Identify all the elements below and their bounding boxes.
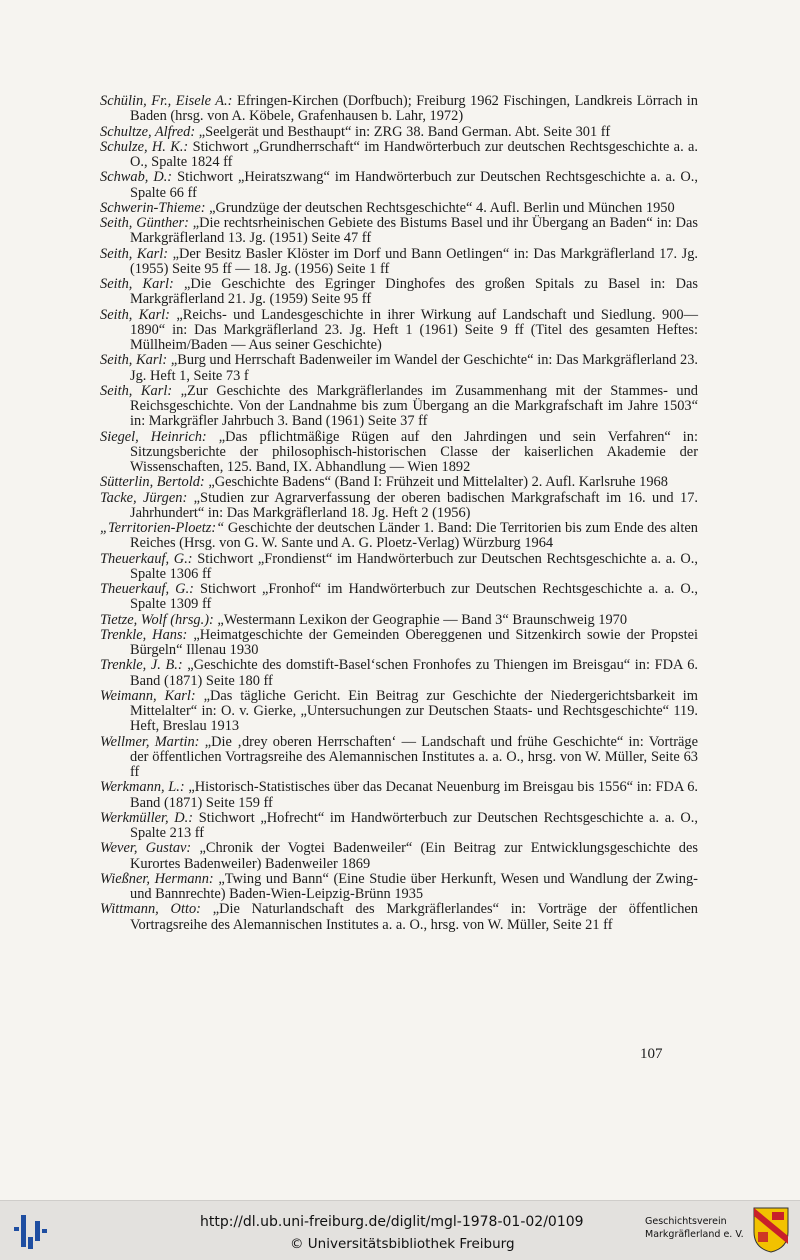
page-number: 107: [640, 1046, 663, 1062]
entry-text: Stichwort „Hofrecht“ im Handwörterbuch zur Deutschen Rechtsgeschichte a. a. O., Spalte 213 ff: [130, 809, 699, 841]
bibliography-entry: [100, 521, 698, 552]
viewer-footer: [0, 1200, 800, 1260]
society-name-line2: Markgräflerland e. V.: [645, 1229, 744, 1240]
bibliography-entry: [100, 658, 698, 689]
entry-author: Seith, Günther:: [100, 215, 189, 231]
entry-author: Seith, Karl:: [100, 306, 170, 323]
entry-text: „Reichs- und Landesgeschichte in ihrer Wirkung auf Landschaft und Siedlung. 900—1890“ in: Das Markgräflerland 23. Jg. Heft 1 (1961) Seite 9 ff (Titel des gesamten Heftes: Müllheim/Baden — Aus seiner Geschichte): [130, 306, 698, 353]
entry-text: „Das pflichtmäßige Rügen auf den Jahrdingen und sein Verfahren“ in: Sitzungsberichte der philosophisch-historischen Classe der kaiserlichen Akademie der Wissenschaften, 125. Band, IX. Abhandlung — Wien 1892: [130, 428, 698, 475]
entry-author: Wießner, Hermann:: [100, 870, 214, 887]
entry-text: „Geschichte Badens“ (Band I: Frühzeit und Mittelalter) 2. Aufl. Karlsruhe 1968: [208, 474, 668, 491]
bibliography-entry: [100, 201, 698, 216]
society-name: [645, 1215, 744, 1241]
bibliography-entry: [100, 140, 698, 171]
entry-author: Wittmann, Otto:: [100, 901, 201, 918]
bibliography-entry: [100, 475, 698, 490]
bibliography-entry: [100, 308, 698, 354]
entry-author: Seith, Karl:: [100, 352, 168, 369]
entry-author: Wever, Gustav:: [100, 840, 192, 857]
bibliography-entry: [100, 582, 698, 613]
entry-author: Seith, Karl:: [100, 276, 174, 292]
bibliography-entry: [100, 841, 698, 872]
entry-text: „Studien zur Agrarverfassung der oberen badischen Markgrafschaft im 16. und 17. Jahrhundert“ in: Das Markgräflerland 18. Jg. Heft 2 (1956): [130, 489, 699, 521]
bibliography-entry: [100, 689, 698, 735]
entry-author: Theuerkauf, G.:: [100, 581, 194, 597]
entry-text: Geschichte der deutschen Länder 1. Band: Die Territorien bis zum Ende des alten Reiches (Hrsg. von G. W. Sante und A. G. Ploetz-Verlag) Würzburg 1964: [130, 520, 698, 552]
entry-author: Trenkle, Hans:: [100, 626, 188, 643]
entry-author: Schwerin-Thieme:: [100, 199, 206, 216]
entry-text: Stichwort „Fronhof“ im Handwörterbuch zur Deutschen Rechtsgeschichte a. a. O., Spalte 1309 ff: [130, 581, 698, 613]
bibliography-entry: [100, 552, 698, 583]
entry-author: Schülin, Fr., Eisele A.:: [100, 93, 233, 109]
entry-author: Schultze, Alfred:: [100, 123, 196, 140]
society-crest-icon: [752, 1206, 790, 1254]
entry-text: „Twing und Bann“ (Eine Studie über Herkunft, Wesen und Wandlung der Zwing- und Bannrechte) Baden-Wien-Leipzig-Brünn 1935: [130, 870, 698, 902]
bibliography-entry: [100, 811, 698, 842]
bibliography-entry: [100, 384, 698, 430]
bibliography-entry: [100, 277, 698, 308]
bibliography-entry: [100, 94, 698, 125]
entry-author: Wellmer, Martin:: [100, 733, 200, 750]
permalink-url[interactable]: http://dl.ub.uni-freiburg.de/diglit/mgl-1978-01-02/0109: [200, 1214, 584, 1230]
entry-author: Seith, Karl:: [100, 245, 169, 262]
bibliography-entry: [100, 780, 698, 811]
bibliography-entry: [100, 430, 698, 476]
entry-text: „Das tägliche Gericht. Ein Beitrag zur Geschichte der Niedergerichtsbarkeit im Mittelalter“ in: O. v. Gierke, „Untersuchungen zur Deutschen Staats- und Rechtsgeschichte“ 119. Heft, Breslau 1913: [130, 687, 698, 735]
entry-text: „Historisch-Statistisches über das Decanat Neuenburg im Breisgau bis 1556“ in: FDA 6. Band (1871) Seite 159 ff: [130, 779, 698, 811]
copyright-notice: © Universitätsbibliothek Freiburg: [290, 1236, 515, 1252]
entry-text: „Grundzüge der deutschen Rechtsgeschichte“ 4. Aufl. Berlin und München 1950: [209, 199, 675, 216]
entry-text: Stichwort „Heiratszwang“ im Handwörterbuch zur Deutschen Rechtsgeschichte a. a. O., Spalte 66 ff: [130, 169, 698, 201]
entry-author: Siegel, Heinrich:: [100, 428, 207, 445]
entry-text: „Burg und Herrschaft Badenweiler im Wandel der Geschichte“ in: Das Markgräflerland 23. Jg. Heft 1, Seite 73 f: [130, 352, 699, 384]
bibliography-entry: [100, 247, 698, 278]
bibliography-entry: [100, 872, 698, 903]
entry-text: „Geschichte des domstift-Basel‘schen Fronhofes zu Thiengen im Breisgau“ in: FDA 6. Band (1871) Seite 180 ff: [130, 657, 698, 689]
bibliography-entry: [100, 170, 698, 201]
bibliography-entry: [100, 613, 698, 628]
entry-text: Stichwort „Grundherrschaft“ im Handwörterbuch zur deutschen Rechtsgeschichte a. a. O., Spalte 1824 ff: [130, 138, 698, 170]
bibliography-entry: [100, 735, 698, 781]
bibliography-list: [100, 94, 698, 933]
entry-text: „Seelgerät und Besthaupt“ in: ZRG 38. Band German. Abt. Seite 301 ff: [198, 123, 611, 140]
entry-text: „Die rechtsrheinischen Gebiete des Bistums Basel und ihr Übergang an Baden“ in: Das Markgräflerland 13. Jg. (1951) Seite 47 ff: [130, 215, 698, 247]
bibliography-entry: [100, 353, 698, 384]
entry-text: „Die Naturlandschaft des Markgräflerlandes“ in: Vorträge der öffentlichen Vortragsreihe des Alemannischen Institutes a. a. O., hrsg. von W. Müller, Seite 21 ff: [130, 901, 698, 933]
bibliography-entry: [100, 902, 698, 933]
bibliography-entry: [100, 125, 698, 140]
entry-author: Tietze, Wolf (hrsg.):: [100, 611, 214, 628]
entry-author: Werkmüller, D.:: [100, 809, 194, 826]
entry-text: „Chronik der Vogtei Badenweiler“ (Ein Beitrag zur Entwicklungsgeschichte des Kurortes Badenweiler) Badenweiler 1869: [130, 840, 698, 872]
society-name-line1: Geschichtsverein: [645, 1216, 727, 1227]
entry-author: Sütterlin, Bertold:: [100, 474, 205, 491]
entry-text: „Die ‚drey oberen Herrschaften‘ — Landschaft und frühe Geschichte“ in: Vorträge der öffentlichen Vortragsreihe des Alemannischen Institutes a. a. O., hrsg. von W. Müller, Seite 63 ff: [130, 733, 698, 780]
entry-text: Efringen-Kirchen (Dorfbuch); Freiburg 1962 Fischingen, Landkreis Lörrach in Baden (hrsg. von A. Köbele, Grafenhausen b. Lahr, 1972): [130, 93, 698, 125]
bibliography-entry: [100, 216, 698, 247]
entry-author: Werkmann, L.:: [100, 779, 185, 796]
entry-text: „Heimatgeschichte der Gemeinden Obereggenen und Sitzenkirch sowie der Propstei Bürgeln“ Illenau 1930: [130, 626, 698, 658]
bibliography-entry: [100, 491, 698, 522]
entry-author: Schulze, H. K.:: [100, 138, 189, 155]
entry-author: „Territorien-Ploetz:“: [100, 520, 225, 536]
entry-author: Tacke, Jürgen:: [100, 489, 188, 506]
entry-text: „Zur Geschichte des Markgräflerlandes im Zusammenhang mit der Stammes- und Reichsgeschichte. Von der Landnahme bis zum Übergang an die Markgrafschaft im Jahre 1503“ in: Markgräfler Jahrbuch 3. Band (1961) Seite 37 ff: [130, 382, 698, 430]
university-library-logo-icon: [10, 1211, 50, 1251]
entry-author: Theuerkauf, G.:: [100, 550, 193, 567]
entry-author: Seith, Karl:: [100, 382, 173, 399]
entry-text: „Der Besitz Basler Klöster im Dorf und Bann Oetlingen“ in: Das Markgräflerland 17. Jg. (1955) Seite 95 ff — 18. Jg. (1956) Seite 1 ff: [130, 245, 699, 277]
entry-text: „Die Geschichte des Egringer Dinghofes des großen Spitals zu Basel in: Das Markgräflerland 21. Jg. (1959) Seite 95 ff: [130, 276, 698, 308]
bibliography-entry: [100, 628, 698, 659]
entry-author: Schwab, D.:: [100, 169, 173, 186]
entry-author: Trenkle, J. B.:: [100, 657, 183, 674]
entry-text: „Westermann Lexikon der Geographie — Band 3“ Braunschweig 1970: [217, 611, 628, 628]
entry-text: Stichwort „Frondienst“ im Handwörterbuch zur Deutschen Rechtsgeschichte a. a. O., Spalte 1306 ff: [130, 550, 698, 582]
entry-author: Weimann, Karl:: [100, 687, 196, 704]
